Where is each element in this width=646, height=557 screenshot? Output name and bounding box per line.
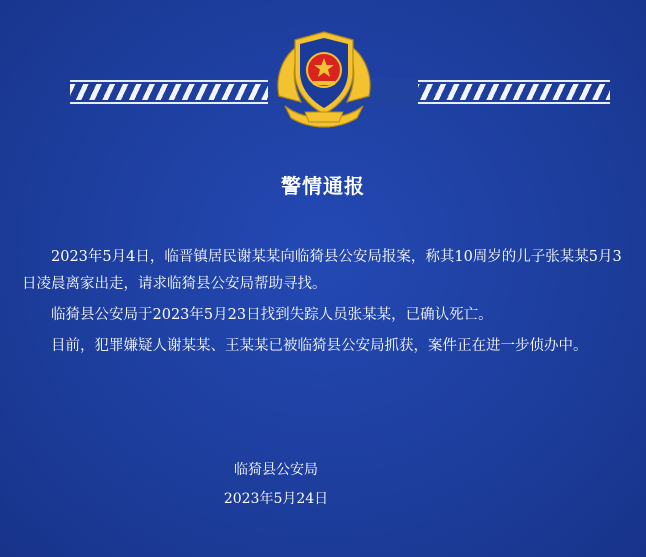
police-emblem-icon <box>265 26 383 130</box>
issuer-name: 临猗县公安局 <box>234 462 318 478</box>
issue-date: 2023年5月24日 <box>223 491 329 507</box>
notice-title: 警情通报 <box>281 174 365 198</box>
notice-paragraph: 临猗县公安局于2023年5月23日找到失踪人员张某某，已确认死亡。 <box>51 307 493 323</box>
signature-block <box>206 456 346 514</box>
notice-paragraph: 2023年5月4日，临晋镇居民谢某某向临猗县公安局报案，称其10周岁的儿子张某某5月3日凌晨离家出走，请求临猗县公安局帮助寻找。 <box>22 249 622 292</box>
notice-paragraph: 目前，犯罪嫌疑人谢某某、王某某已被临猗县公安局抓获，案件正在进一步侦办中。 <box>51 338 588 354</box>
notice-body <box>22 244 636 364</box>
